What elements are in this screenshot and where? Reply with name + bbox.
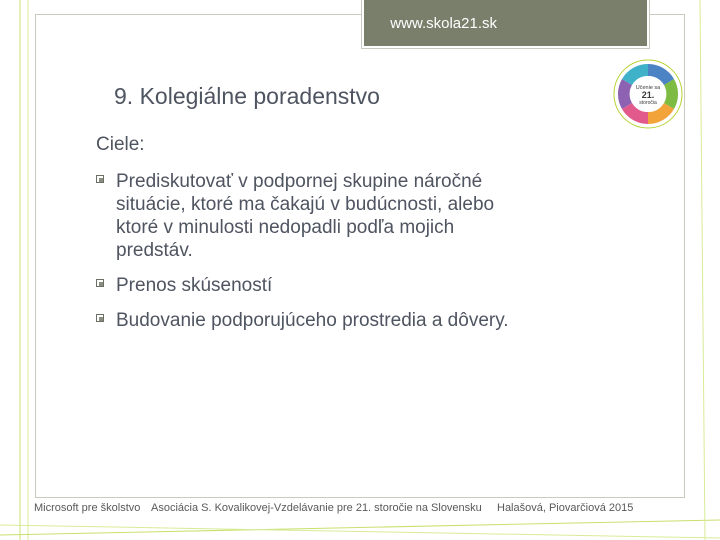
footer (0, 500, 720, 518)
footer-left: Microsoft pre školstvo (34, 502, 141, 514)
svg-text:storočia: storočia (639, 100, 657, 106)
list-item (96, 170, 536, 262)
square-bullet-icon (96, 314, 104, 322)
section-label: Ciele: (96, 134, 145, 155)
list-item (96, 274, 536, 297)
square-bullet-icon (96, 175, 104, 183)
square-bullet-icon (96, 279, 104, 287)
website-url[interactable]: www.skola21.sk (390, 15, 497, 32)
goals-list (96, 170, 536, 344)
list-item-text: Budovanie podporujúceho prostredia a dôvery. (116, 310, 509, 331)
footer-center: Asociácia S. Kovalikovej-Vzdelávanie pre 21. storočie na Slovensku (151, 502, 482, 514)
svg-text:Učenie sa: Učenie sa (635, 85, 661, 91)
skola21-logo (612, 58, 684, 130)
svg-text:21.: 21. (641, 90, 655, 100)
footer-right: Halašová, Piovarčiová 2015 (497, 502, 634, 514)
list-item-text: Prediskutovať v podpornej skupine náročné situácie, ktoré ma čakajú v budúcnosti, alebo ktoré v minulosti nedopadli podľa mojich predstáv. (116, 171, 495, 261)
list-item-text: Prenos skúseností (116, 275, 273, 296)
url-banner (362, 0, 649, 48)
list-item (96, 309, 536, 332)
slide-title: 9. Kolegiálne poradenstvo (114, 83, 380, 109)
